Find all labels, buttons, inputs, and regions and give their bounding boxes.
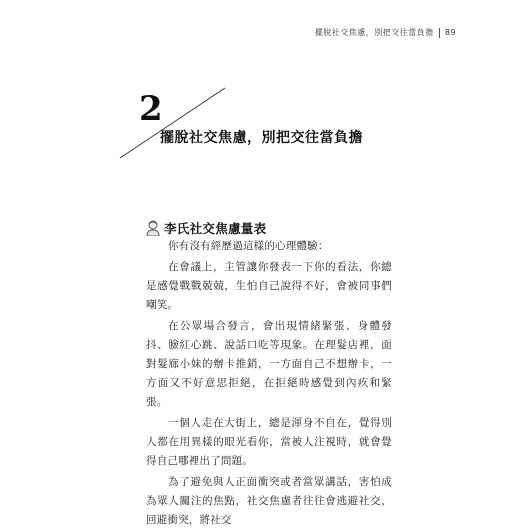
running-header-title: 擺脫社交焦慮，別把交往當負擔 bbox=[314, 28, 434, 37]
page-number: 89 bbox=[444, 28, 456, 37]
body-text bbox=[146, 237, 392, 532]
paragraph: 你有沒有經歷過這樣的心理體驗： bbox=[168, 240, 329, 252]
person-icon bbox=[146, 220, 160, 236]
chapter-title: 擺脫社交焦慮，別把交往當負擔 bbox=[160, 130, 363, 146]
running-header-divider bbox=[439, 28, 440, 38]
paragraph: 在公眾場合發言，會出現情緒緊張、身體發抖、臉紅心跳、說話口吃等現象。在理髮店裡，面對髮廊小妹的辦卡推銷，一方面自己不想辦卡，一方面又不好意思拒絕，在拒絕時感覺到內疚和緊張。 bbox=[146, 320, 392, 408]
paragraph: 為了避免與人正面衝突或者當眾講話，害怕成為眾人關注的焦點，社交焦慮者往往會逃避社交，回避衝突，將社交 bbox=[146, 476, 392, 526]
running-header bbox=[315, 27, 456, 38]
paragraph: 一個人走在大街上，總是渾身不自在，覺得別人都在用異樣的眼光看你，當被人注視時，就會覺得自己哪裡出了問題。 bbox=[146, 417, 392, 467]
chapter-slash-line bbox=[120, 88, 225, 158]
section-title: 李氏社交焦慮量表 bbox=[164, 221, 267, 236]
chapter-number: 2 bbox=[139, 89, 163, 129]
paragraph: 在會議上，主管讓你發表一下你的看法，你總是感覺戰戰兢兢，生怕自己說得不好，會被同事們嘲笑。 bbox=[146, 261, 392, 311]
section-heading bbox=[146, 219, 266, 237]
